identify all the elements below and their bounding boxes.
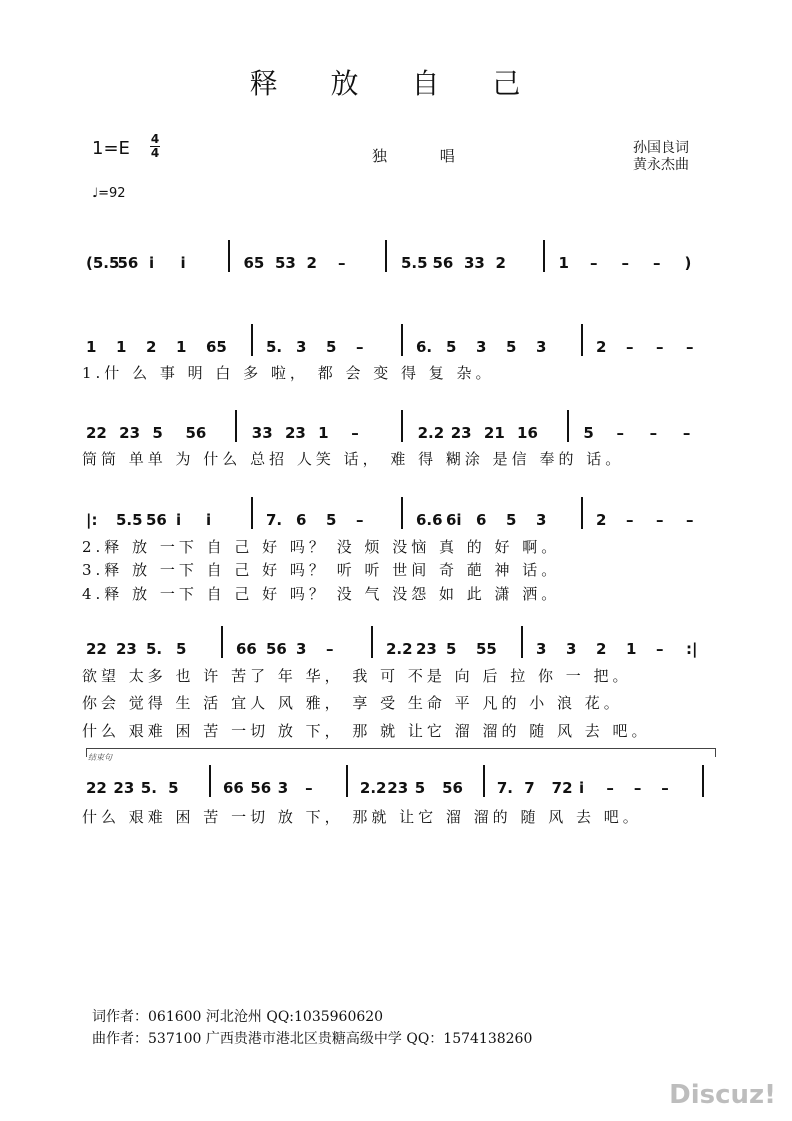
note: – xyxy=(653,254,661,272)
lyric-line: 欲望 太多 也 许 苦了 年 华， 我 可 不是 向 后 拉 你 一 把。 xyxy=(82,667,632,685)
note: 1 xyxy=(558,254,569,272)
note: 3 xyxy=(536,338,547,356)
song-title: 释 放 自 己 xyxy=(249,67,543,100)
bar-line xyxy=(209,765,211,797)
note: 5 xyxy=(506,338,517,356)
bar-line xyxy=(567,410,569,442)
note: 5 xyxy=(414,779,426,797)
note: 72 xyxy=(551,779,573,797)
bar-line xyxy=(235,410,237,442)
note: 3 xyxy=(277,779,289,797)
note: 2.2 xyxy=(359,779,387,797)
note: – xyxy=(686,338,694,356)
lyric-line: 什么 艰难 困 苦 一切 放 下， 那就 让它 溜 溜的 随 风 去 吧。 xyxy=(82,808,642,826)
performance-type: 独 唱 xyxy=(372,147,479,165)
note: :| xyxy=(686,640,698,658)
notation-row xyxy=(82,324,722,364)
bar-line xyxy=(221,626,223,658)
note: 56 xyxy=(432,254,454,272)
bar-line xyxy=(371,626,373,658)
note: 5.5 xyxy=(116,511,143,529)
lyric-line: 4.释 放 一下 自 己 好 吗？ 没 气 没怨 如 此 潇 洒。 xyxy=(82,585,561,603)
note: 23 xyxy=(387,779,409,797)
note: 23 xyxy=(113,779,135,797)
note: – xyxy=(633,779,642,797)
note: – xyxy=(649,424,658,442)
note: 65 xyxy=(243,254,265,272)
note: 21 xyxy=(483,424,505,442)
bar-line xyxy=(228,240,230,272)
lyric-line: 你会 觉得 生 活 宜人 风 雅， 享 受 生命 平 凡的 小 浪 花。 xyxy=(82,694,623,712)
footer-lyricist-info: 词作者：061600 河北沧州 QQ:1035960620 xyxy=(92,1009,384,1025)
note: 2.2 xyxy=(417,424,445,442)
ending-bracket xyxy=(86,748,716,757)
note: 22 xyxy=(86,424,107,442)
credits xyxy=(633,140,689,174)
note: 3 xyxy=(296,338,307,356)
note: 23 xyxy=(119,424,141,442)
time-signature-bottom: 4 xyxy=(150,146,160,160)
note: 23 xyxy=(284,424,306,442)
note: 33 xyxy=(464,254,485,272)
note: (5.5 xyxy=(86,254,120,272)
note: 3 xyxy=(536,640,547,658)
note: 56 xyxy=(185,424,207,442)
bar-line xyxy=(702,765,704,797)
watermark-logo: Discuz! xyxy=(669,1080,776,1110)
time-signature-top: 4 xyxy=(150,132,160,146)
note: – xyxy=(656,338,664,356)
note: 16 xyxy=(517,424,538,442)
note: 56 xyxy=(146,511,167,529)
note: 2 xyxy=(596,511,607,529)
lyric-line: 什么 艰难 困 苦 一切 放 下， 那 就 让它 溜 溜的 随 风 去 吧。 xyxy=(82,722,651,740)
note: |: xyxy=(86,511,98,529)
note: ) xyxy=(684,254,692,272)
note: – xyxy=(621,254,629,272)
note: – xyxy=(656,640,664,658)
note: i xyxy=(180,254,186,272)
note: – xyxy=(682,424,691,442)
tempo-marking: ♩=92 xyxy=(92,186,126,201)
note: i xyxy=(149,254,155,272)
lyricist: 孙国良词 xyxy=(633,140,689,156)
lyric-line: 2.释 放 一下 自 己 好 吗？ 没 烦 没恼 真 的 好 啊。 xyxy=(82,538,561,556)
note: 3 xyxy=(476,338,487,356)
note: 56 xyxy=(250,779,272,797)
note: 5 xyxy=(446,640,457,658)
note: 5 xyxy=(326,511,337,529)
note: 56 xyxy=(442,779,463,797)
note: 33 xyxy=(251,424,273,442)
note: 2 xyxy=(596,640,607,658)
note: 6 xyxy=(476,511,487,529)
note: 3 xyxy=(296,640,307,658)
note: 5 xyxy=(446,338,457,356)
note: 2 xyxy=(596,338,607,356)
note: 1 xyxy=(626,640,637,658)
note: – xyxy=(305,779,313,797)
time-signature xyxy=(150,133,160,160)
bar-line xyxy=(581,497,583,529)
note: 6 xyxy=(296,511,307,529)
note: 22 xyxy=(86,640,107,658)
note: – xyxy=(351,424,359,442)
composer: 黄永杰曲 xyxy=(633,157,689,173)
note: 3 xyxy=(536,511,547,529)
note: 23 xyxy=(416,640,437,658)
notation-row xyxy=(82,626,722,666)
note: 5 xyxy=(152,424,163,442)
note: – xyxy=(686,511,694,529)
note: 5 xyxy=(176,640,187,658)
note: 1 xyxy=(176,338,187,356)
lyric-line: 3.释 放 一下 自 己 好 吗？ 听 听 世间 奇 葩 神 话。 xyxy=(82,561,561,579)
notation-row xyxy=(82,410,722,450)
bar-line xyxy=(385,240,387,272)
note: 6i xyxy=(446,511,462,529)
note: – xyxy=(656,511,664,529)
note: 1 xyxy=(318,424,329,442)
bar-line xyxy=(581,324,583,356)
note: – xyxy=(356,338,364,356)
note: i xyxy=(176,511,182,529)
note: 2 xyxy=(495,254,506,272)
note: 7. xyxy=(266,511,283,529)
note: 5 xyxy=(326,338,337,356)
note: 23 xyxy=(450,424,472,442)
note: 56 xyxy=(117,254,139,272)
note: 5.5 xyxy=(401,254,428,272)
note: 53 xyxy=(275,254,296,272)
note: – xyxy=(626,511,634,529)
note: 7. xyxy=(496,779,513,797)
note: 5 xyxy=(168,779,179,797)
note: 23 xyxy=(116,640,137,658)
bar-line xyxy=(401,324,403,356)
note: – xyxy=(606,779,614,797)
note: – xyxy=(590,254,598,272)
note: 6. xyxy=(416,338,433,356)
note: 2 xyxy=(306,254,317,272)
note: 66 xyxy=(236,640,257,658)
bar-line xyxy=(543,240,545,272)
note: 56 xyxy=(266,640,287,658)
note: i xyxy=(206,511,212,529)
lyric-line: 筒筒 单单 为 什么 总招 人笑 话， 难 得 糊涂 是信 奉的 话。 xyxy=(82,450,625,468)
note: 1 xyxy=(86,338,97,356)
note: 65 xyxy=(206,338,227,356)
bar-line xyxy=(401,497,403,529)
note: – xyxy=(326,640,334,658)
note: – xyxy=(616,424,625,442)
bar-line xyxy=(401,410,403,442)
note: 2 xyxy=(146,338,157,356)
bar-line xyxy=(483,765,485,797)
note: 66 xyxy=(222,779,244,797)
footer-composer-info: 曲作者：537100 广西贵港市港北区贵糖高级中学 QQ：1574138260 xyxy=(92,1031,533,1047)
note: 6.6 xyxy=(416,511,443,529)
bar-line xyxy=(346,765,348,797)
note: 5. xyxy=(266,338,283,356)
notation-row xyxy=(82,765,722,805)
ending-label: 结束句 xyxy=(88,753,112,762)
note: 2.2 xyxy=(386,640,413,658)
note: 5 xyxy=(506,511,517,529)
lyric-line: 1.什 么 事 明 白 多 啦， 都 会 变 得 复 杂。 xyxy=(82,364,495,382)
note: – xyxy=(626,338,634,356)
note: 7 xyxy=(524,779,535,797)
notation-row xyxy=(82,497,722,537)
note: 5. xyxy=(146,640,163,658)
note: i xyxy=(579,779,585,797)
note: – xyxy=(356,511,364,529)
bar-line xyxy=(251,497,253,529)
note: 22 xyxy=(86,779,107,797)
key-signature: 1=E xyxy=(92,138,130,159)
note: – xyxy=(338,254,346,272)
notation-row xyxy=(82,240,722,280)
bar-line xyxy=(521,626,523,658)
note: 5 xyxy=(583,424,594,442)
note: 55 xyxy=(476,640,497,658)
note: 5. xyxy=(140,779,157,797)
note: – xyxy=(661,779,669,797)
note: 1 xyxy=(116,338,127,356)
note: 3 xyxy=(566,640,577,658)
bar-line xyxy=(251,324,253,356)
